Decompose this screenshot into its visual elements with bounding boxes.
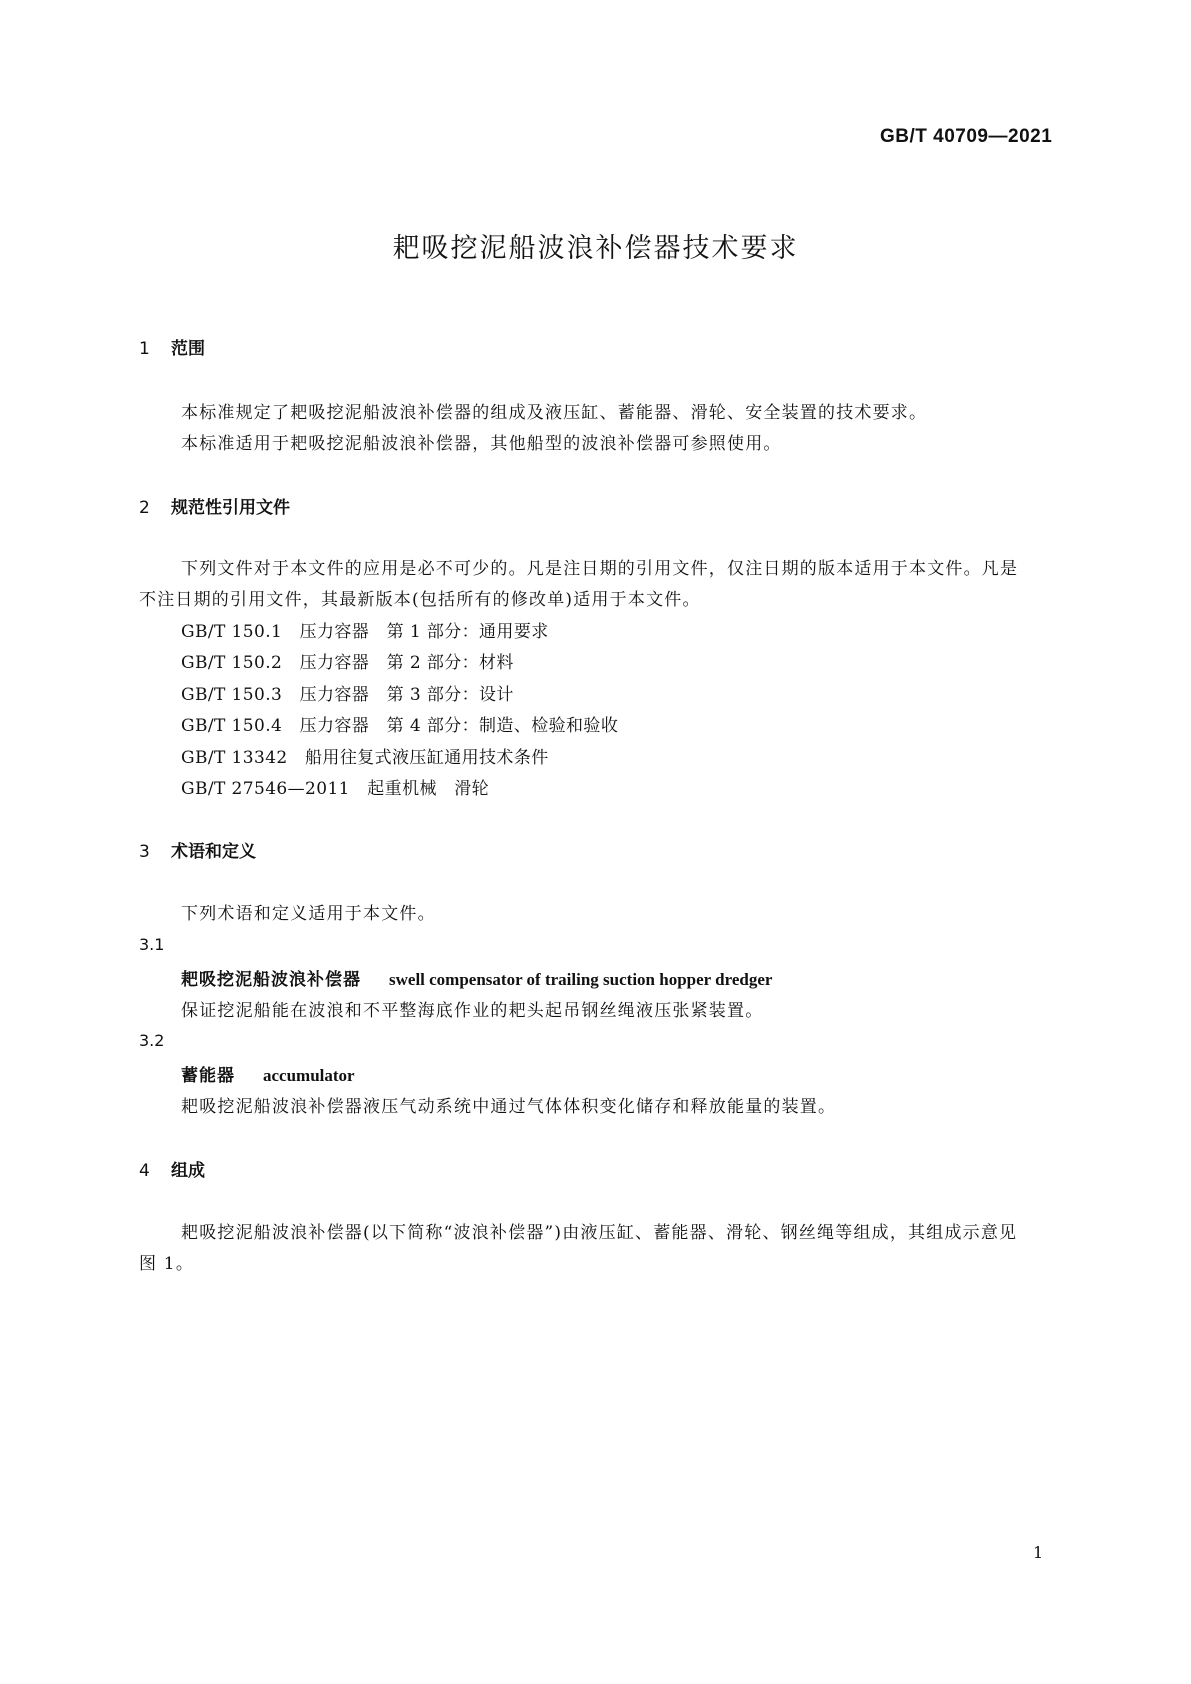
- term-cn: 蓄能器: [181, 1066, 235, 1086]
- term-definition: 保证挖泥船能在波浪和不平整海底作业的耙头起吊钢丝绳液压张紧装置。: [181, 1001, 764, 1021]
- reference-item: GB/T 27546—2011 起重机械 滑轮: [181, 779, 490, 799]
- paragraph: 本标准适用于耙吸挖泥船波浪补偿器，其他船型的波浪补偿器可参照使用。: [181, 434, 782, 454]
- reference-item: GB/T 150.4 压力容器 第 4 部分：制造、检验和验收: [181, 716, 619, 736]
- term-heading: [181, 965, 772, 990]
- section-4-heading: [139, 1156, 205, 1181]
- section-number: 4: [139, 1161, 150, 1181]
- page-number: 1: [1033, 1543, 1044, 1562]
- term-number: 3.2: [139, 1031, 165, 1050]
- paragraph: 下列术语和定义适用于本文件。: [181, 904, 436, 924]
- section-1-heading: [139, 334, 205, 359]
- section-title: 术语和定义: [171, 842, 256, 862]
- section-title: 组成: [171, 1161, 205, 1181]
- section-3-heading: [139, 837, 256, 862]
- term-cn: 耙吸挖泥船波浪补偿器: [181, 970, 361, 990]
- term-en: accumulator: [263, 1066, 355, 1085]
- section-2-heading: [139, 493, 290, 518]
- paragraph: 下列文件对于本文件的应用是必不可少的。凡是注日期的引用文件，仅注日期的版本适用于本文件。凡是不注日期的引用文件，其最新版本(包括所有的修改单)适用于本文件。: [139, 559, 1019, 610]
- term-number: 3.1: [139, 935, 165, 954]
- term-en: swell compensator of trailing suction hopper dredger: [389, 970, 773, 989]
- reference-item: GB/T 13342 船用往复式液压缸通用技术条件: [181, 748, 549, 768]
- section-title: 范围: [171, 339, 205, 359]
- paragraph: 耙吸挖泥船波浪补偿器(以下简称“波浪补偿器”)由液压缸、蓄能器、滑轮、钢丝绳等组成，其组成示意见图 1。: [139, 1223, 1018, 1274]
- standard-number: GB/T 40709—2021: [880, 126, 1053, 147]
- reference-item: GB/T 150.2 压力容器 第 2 部分：材料: [181, 653, 514, 673]
- document-title: 耙吸挖泥船波浪补偿器技术要求: [392, 233, 799, 264]
- reference-item: GB/T 150.1 压力容器 第 1 部分：通用要求: [181, 622, 549, 642]
- term-definition: 耙吸挖泥船波浪补偿器液压气动系统中通过气体体积变化储存和释放能量的装置。: [181, 1097, 837, 1117]
- section-number: 3: [139, 842, 150, 862]
- paragraph: 本标准规定了耙吸挖泥船波浪补偿器的组成及液压缸、蓄能器、滑轮、安全装置的技术要求。: [181, 403, 928, 423]
- reference-item: GB/T 150.3 压力容器 第 3 部分：设计: [181, 685, 514, 705]
- section-title: 规范性引用文件: [171, 498, 290, 518]
- section-number: 2: [139, 498, 150, 518]
- section-number: 1: [139, 339, 150, 359]
- term-heading: [181, 1061, 355, 1086]
